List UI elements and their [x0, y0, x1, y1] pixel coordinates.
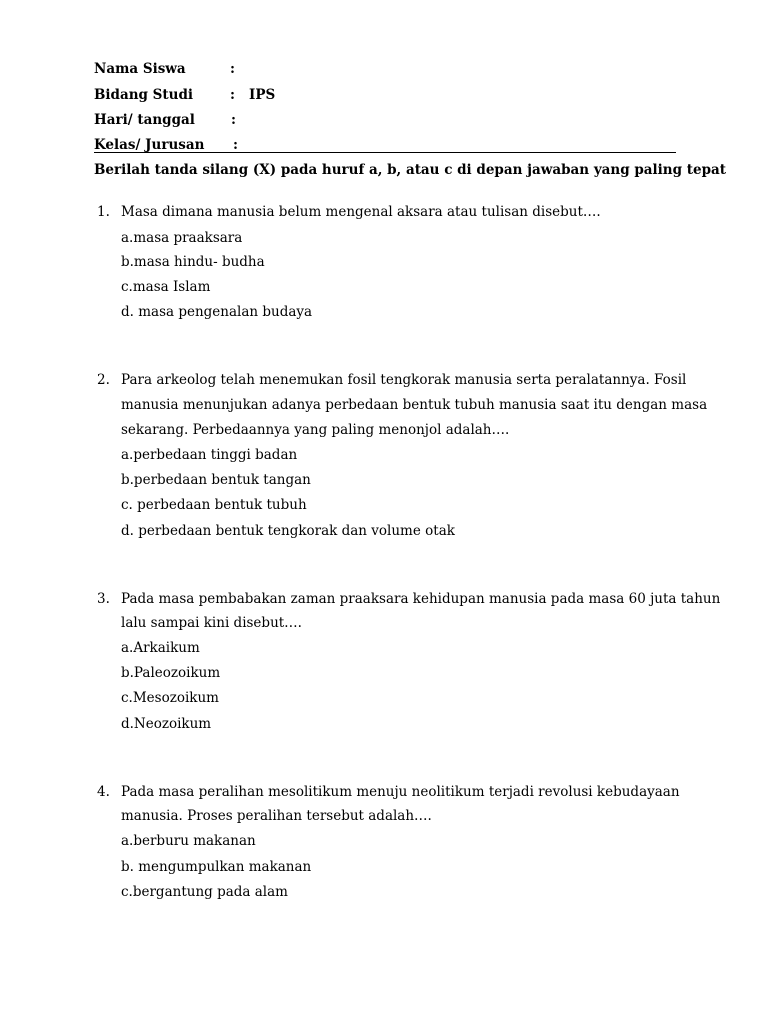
- field-colon: :: [230, 61, 235, 77]
- option-b[interactable]: b.Paleozoikum: [121, 665, 221, 681]
- question-text: sekarang. Perbedaannya yang paling menonjol adalah….: [121, 422, 510, 438]
- field-value: IPS: [249, 87, 276, 103]
- question-text: Pada masa peralihan mesolitikum menuju neolitikum terjadi revolusi kebudayaan: [121, 784, 680, 800]
- option-a[interactable]: a.Arkaikum: [121, 640, 200, 656]
- option-a[interactable]: a.perbedaan tinggi badan: [121, 447, 298, 463]
- field-label: Kelas/ Jurusan: [94, 137, 205, 153]
- instruction-text: Berilah tanda silang (X) pada huruf a, b, atau c di depan jawaban yang paling tepat: [94, 162, 727, 178]
- option-d[interactable]: d.Neozoikum: [121, 716, 212, 732]
- question-text: Masa dimana manusia belum mengenal aksara atau tulisan disebut….: [121, 204, 601, 220]
- header-divider: [94, 152, 676, 153]
- question-text: Pada masa pembabakan zaman praaksara kehidupan manusia pada masa 60 juta tahun: [121, 591, 721, 607]
- field-colon: :: [233, 137, 238, 153]
- question-number: 3.: [97, 591, 110, 607]
- option-b[interactable]: b.masa hindu- budha: [121, 254, 265, 270]
- field-label: Hari/ tanggal: [94, 112, 195, 128]
- option-b[interactable]: b.perbedaan bentuk tangan: [121, 472, 311, 488]
- question-text: lalu sampai kini disebut….: [121, 615, 302, 631]
- option-d[interactable]: d. perbedaan bentuk tengkorak dan volume otak: [121, 523, 455, 539]
- question-text: manusia menunjukan adanya perbedaan bentuk tubuh manusia saat itu dengan masa: [121, 397, 708, 413]
- question-text: manusia. Proses peralihan tersebut adalah….: [121, 808, 432, 824]
- field-colon: :: [231, 112, 236, 128]
- option-a[interactable]: a.masa praaksara: [121, 230, 243, 246]
- option-c[interactable]: c.bergantung pada alam: [121, 884, 288, 900]
- field-label: Nama Siswa: [94, 61, 186, 77]
- option-c[interactable]: c. perbedaan bentuk tubuh: [121, 497, 307, 513]
- option-c[interactable]: c.Mesozoikum: [121, 690, 219, 706]
- question-number: 1.: [97, 204, 110, 220]
- question-text: Para arkeolog telah menemukan fosil tengkorak manusia serta peralatannya. Fosil: [121, 372, 687, 388]
- question-number: 2.: [97, 372, 110, 388]
- field-colon: :: [230, 87, 235, 103]
- option-a[interactable]: a.berburu makanan: [121, 833, 256, 849]
- field-label: Bidang Studi: [94, 87, 194, 103]
- option-d[interactable]: d. masa pengenalan budaya: [121, 304, 313, 320]
- question-number: 4.: [97, 784, 110, 800]
- option-b[interactable]: b. mengumpulkan makanan: [121, 859, 312, 875]
- option-c[interactable]: c.masa Islam: [121, 279, 211, 295]
